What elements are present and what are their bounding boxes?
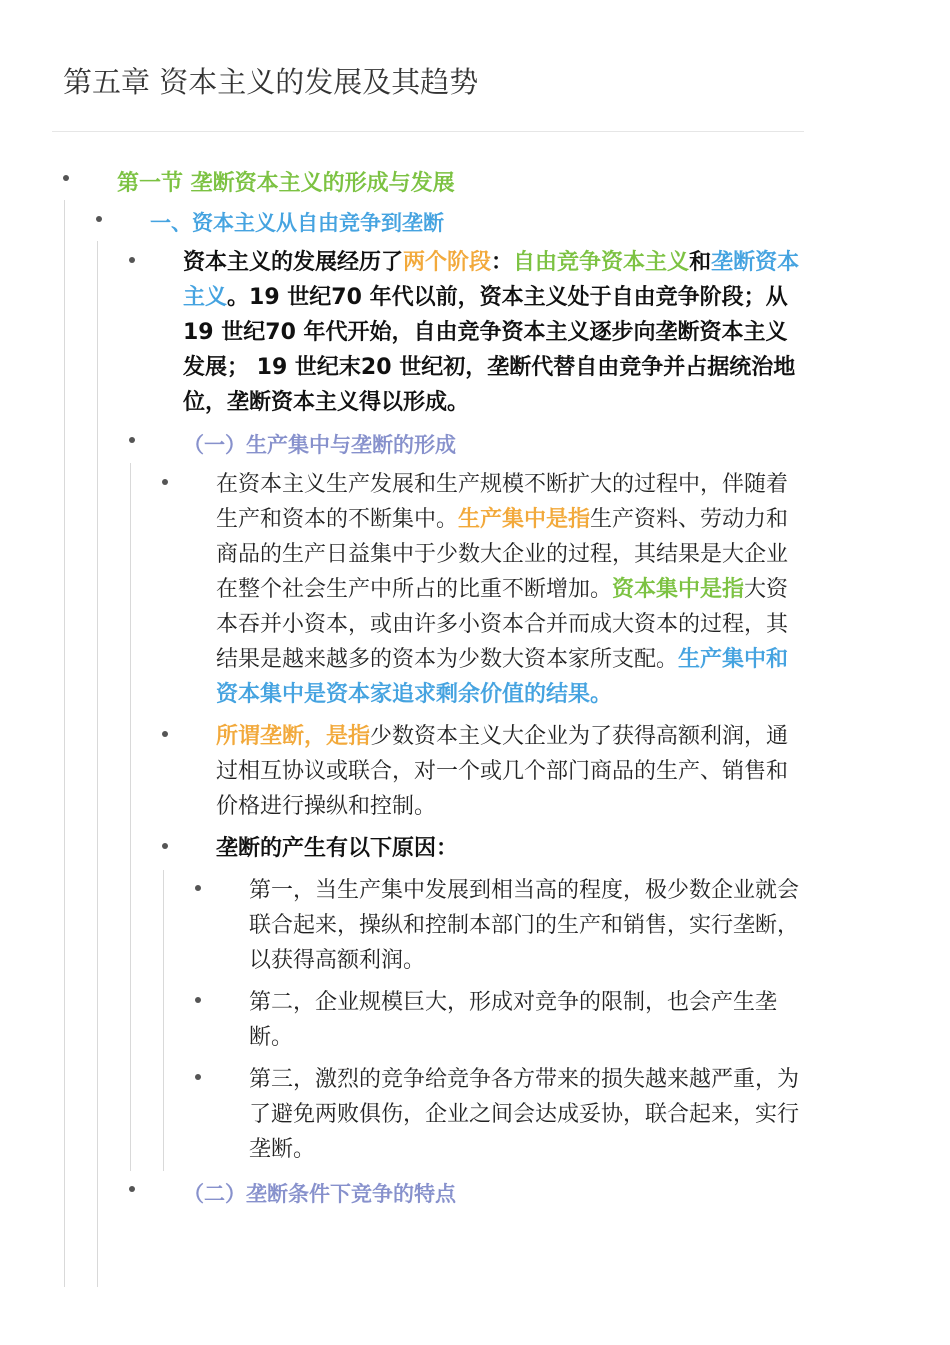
highlight-two-stages: 两个阶段 [403, 250, 492, 275]
cause-item: 第一，当生产集中发展到相当高的程度，极少数企业就会联合起来，操纵和控制本部门的生产和销售，实行垄断，以获得高额利润。 [249, 878, 800, 973]
causes-heading: 垄断的产生有以下原因： [216, 836, 459, 861]
monopoly-definition [216, 719, 804, 824]
bullet-icon [162, 731, 168, 737]
cause-item: 第二，企业规模巨大，形成对竞争的限制，也会产生垄断。 [249, 990, 778, 1050]
outline-guide-level2 [97, 241, 98, 1287]
bullet-icon [129, 257, 135, 263]
subsection-heading: 一、资本主义从自由竞争到垄断 [150, 211, 444, 235]
point-heading: （一）生产集中与垄断的形成 [183, 433, 456, 457]
outline-guide-level3 [130, 463, 131, 1171]
intro-text: 。19 世纪70 年代以前，资本主义处于自由竞争阶段；从19 世纪70 年代开始，自由竞争资本主义逐步向垄断资本主义发展； 19 世纪末20 世纪初，垄断代替自由竞争并占据统治地位，垄断资本主义得以形成。 [183, 285, 796, 415]
bullet-icon [195, 997, 201, 1003]
highlight-monopoly-capitalism: 垄断资本主义 [183, 250, 800, 310]
paragraph-text: 大资本吞并小资本，或由许多小资本合并而成大资本的过程，其结果是越来越多的资本为少数大资本家所支配。 [216, 577, 789, 672]
outline-guide-level1 [64, 200, 65, 1287]
bullet-icon [195, 885, 201, 891]
concentration-paragraph [216, 467, 804, 712]
bullet-icon [162, 843, 168, 849]
intro-text: 和 [689, 250, 712, 275]
outline-guide-level4 [163, 870, 164, 1171]
highlight-production-concentration: 生产集中是指 [458, 507, 591, 532]
bullet-icon [129, 1186, 135, 1192]
bullet-icon [63, 175, 69, 181]
bullet-icon [129, 437, 135, 443]
intro-text: 资本主义的发展经历了 [183, 250, 404, 275]
title-divider [52, 131, 804, 132]
intro-text: ： [491, 250, 514, 275]
intro-paragraph [183, 245, 803, 420]
bullet-icon [96, 216, 102, 222]
highlight-free-competition: 自由竞争资本主义 [513, 250, 690, 275]
section-heading: 第一节 垄断资本主义的形成与发展 [117, 171, 455, 196]
paragraph-text: 少数资本主义大企业为了获得高额利润，通过相互协议或联合，对一个或几个部门商品的生产、销售和价格进行操纵和控制。 [216, 724, 789, 819]
paragraph-text: 在资本主义生产发展和生产规模不断扩大的过程中，伴随着生产和资本的不断集中。 [216, 472, 789, 532]
highlight-monopoly-definition: 所谓垄断，是指 [216, 724, 371, 749]
paragraph-text: 生产资料、劳动力和商品的生产日益集中于少数大企业的过程，其结果是大企业在整个社会生产中所占的比重不断增加。 [216, 507, 789, 602]
point-heading: （二）垄断条件下竞争的特点 [183, 1182, 456, 1206]
cause-item: 第三，激烈的竞争给竞争各方带来的损失越来越严重，为了避免两败俱伤，企业之间会达成妥协，联合起来，实行垄断。 [249, 1067, 800, 1162]
page-title: 第五章 资本主义的发展及其趋势 [63, 65, 479, 99]
bullet-icon [162, 479, 168, 485]
bullet-icon [195, 1074, 201, 1080]
highlight-capital-concentration: 资本集中是指 [612, 577, 745, 602]
highlight-conclusion: 生产集中和资本集中是资本家追求剩余价值的结果。 [216, 647, 789, 707]
